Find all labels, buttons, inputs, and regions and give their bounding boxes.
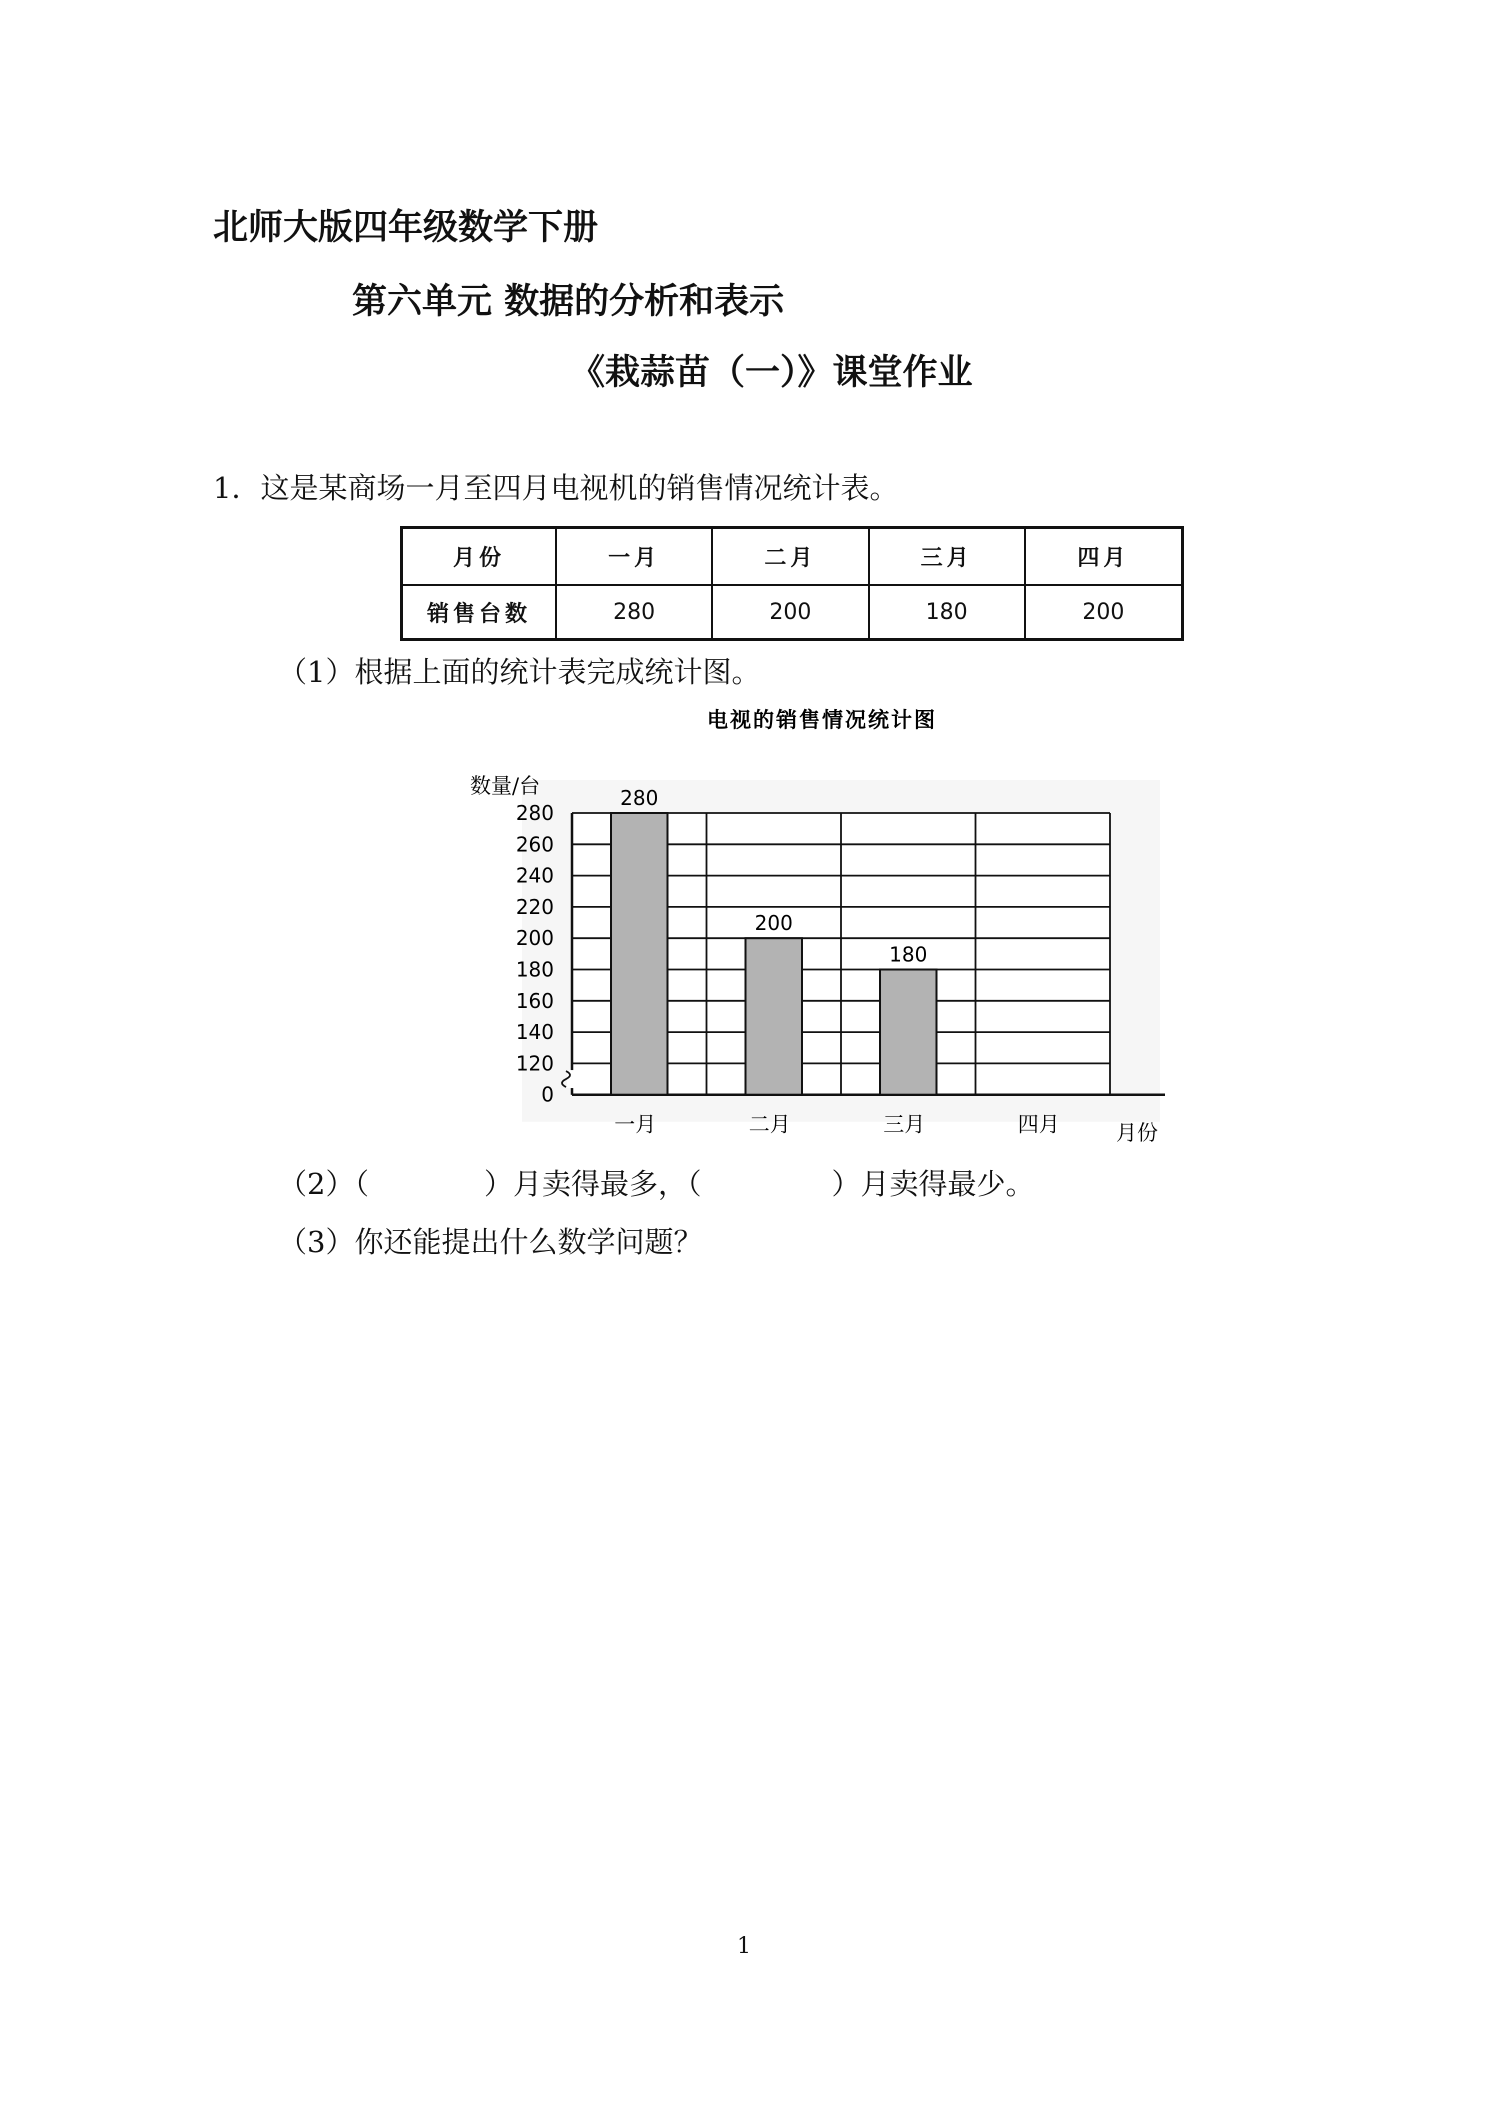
sales-bar-chart (460, 700, 1180, 1150)
chart-y-tick-label: 200 (515, 926, 554, 951)
chart-bar (746, 938, 802, 1094)
part-2-text-a: （2）（ (278, 1167, 369, 1201)
chart-data-label: 280 (620, 786, 659, 810)
page-number: 1 (737, 1934, 751, 1959)
table-cell-month: 一月 (556, 528, 712, 586)
chart-y-tick-label: 140 (515, 1020, 554, 1045)
question-1-prompt: 1．这是某商场一月至四月电视机的销售情况统计表。 (213, 471, 899, 505)
chart-y-tick-label: 260 (515, 832, 554, 857)
question-1-part-2 (278, 1162, 1034, 1203)
chart-data-label: 180 (889, 942, 928, 967)
table-cell-sales: 200 (712, 585, 868, 640)
chart-data-label: 200 (754, 911, 793, 936)
table-row (402, 528, 1183, 586)
chart-y-tick-label: 220 (515, 894, 554, 919)
chart-x-tick-label: 四月 (1017, 1112, 1060, 1137)
chart-bar (611, 813, 667, 1095)
unit-title (0, 274, 1380, 324)
unit-title-text: 第六单元 数据的分析和表示 (352, 282, 785, 322)
lesson-title: 《栽蒜苗（一）》课堂作业 (570, 353, 973, 393)
table-header-month: 月份 (402, 528, 557, 586)
chart-y-tick-label: 160 (515, 988, 554, 1013)
chart-y-tick-label: 180 (515, 957, 554, 982)
sales-table (400, 526, 1184, 641)
chart-y-tick-label: 120 (515, 1051, 554, 1076)
table-header-sales: 销售台数 (402, 585, 557, 640)
table-cell-month: 四月 (1025, 528, 1183, 586)
table-cell-month: 二月 (712, 528, 868, 586)
table-cell-sales: 200 (1025, 585, 1183, 640)
chart-y-tick-label: 0 (541, 1082, 554, 1107)
question-1-part-3: （3）你还能提出什么数学问题？ (278, 1225, 703, 1259)
chart-title: 电视的销售情况统计图 (707, 707, 937, 732)
chart-y-tick-label: 280 (515, 801, 554, 825)
document-header: 北师大版四年级数学下册 (213, 208, 599, 248)
table-cell-sales: 180 (869, 585, 1025, 640)
chart-y-tick-label: 240 (515, 863, 554, 888)
chart-x-tick-label: 一月 (614, 1112, 657, 1137)
table-cell-month: 三月 (869, 528, 1025, 586)
table-cell-sales: 280 (556, 585, 712, 640)
part-2-text-b: ）月卖得最多，（ (483, 1167, 702, 1201)
chart-x-tick-label: 三月 (883, 1112, 926, 1137)
chart-bar (880, 970, 936, 1095)
chart-x-tick-label: 二月 (748, 1112, 791, 1137)
question-1-part-1: （1）根据上面的统计表完成统计图。 (278, 655, 761, 689)
part-2-text-c: ）月卖得最少。 (831, 1167, 1035, 1201)
chart-y-axis-label: 数量/台 (470, 774, 541, 798)
chart-x-axis-label: 月份 (1116, 1121, 1158, 1145)
table-row (402, 585, 1183, 640)
